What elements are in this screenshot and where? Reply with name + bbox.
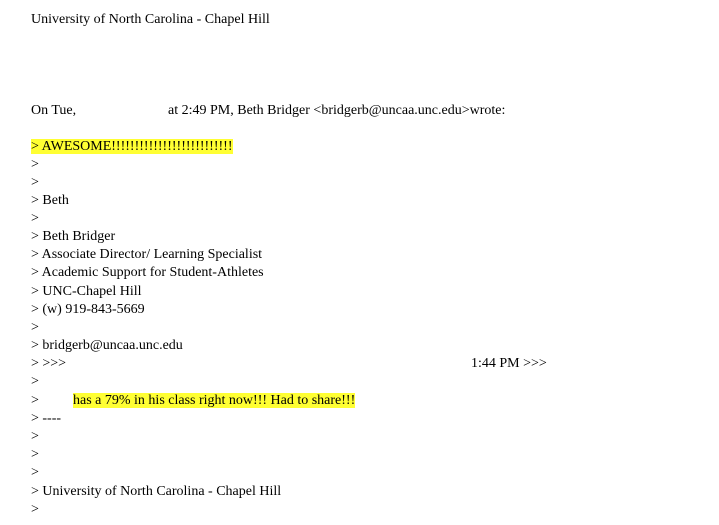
signature-title: > Associate Director/ Learning Specialist <box>31 247 263 262</box>
quote-marker: > <box>31 320 39 335</box>
signoff-beth: > Beth <box>31 193 69 208</box>
message-highlighted-text: has a 79% in his class right now!!! Had to share!!! <box>73 393 356 408</box>
quote-marker: > <box>31 447 39 462</box>
signature-email: > bridgerb@uncaa.unc.edu <box>31 338 183 353</box>
quote-marker: > <box>31 175 39 190</box>
signature-name: > Beth Bridger <box>31 229 116 244</box>
header-organization: University of North Carolina - Chapel Hill <box>31 12 270 27</box>
signature-university: > UNC-Chapel Hill <box>31 284 142 299</box>
footer-organization: > University of North Carolina - Chapel Hill <box>31 484 282 499</box>
quote-marker: > <box>31 502 39 517</box>
awesome-highlighted-text: > AWESOME!!!!!!!!!!!!!!!!!!!!!!!!!! <box>31 139 233 154</box>
attribution-time-sender: at 2:49 PM, Beth Bridger <bridgerb@uncaa.unc.edu>wrote: <box>168 103 506 118</box>
quote-marker: > <box>31 211 39 226</box>
attribution-day: On Tue, <box>31 103 77 118</box>
message-prefix: > <box>31 393 39 408</box>
signature-phone: > (w) 919-843-5669 <box>31 302 145 317</box>
quote-marker: > <box>31 465 39 480</box>
dashes-separator: > ---- <box>31 411 62 426</box>
forward-prefix: > >>> <box>31 356 67 371</box>
forward-time: 1:44 PM >>> <box>471 356 547 371</box>
quote-marker: > <box>31 429 39 444</box>
signature-department: > Academic Support for Student-Athletes <box>31 265 264 280</box>
quote-marker: > <box>31 157 39 172</box>
quote-marker: > <box>31 374 39 389</box>
